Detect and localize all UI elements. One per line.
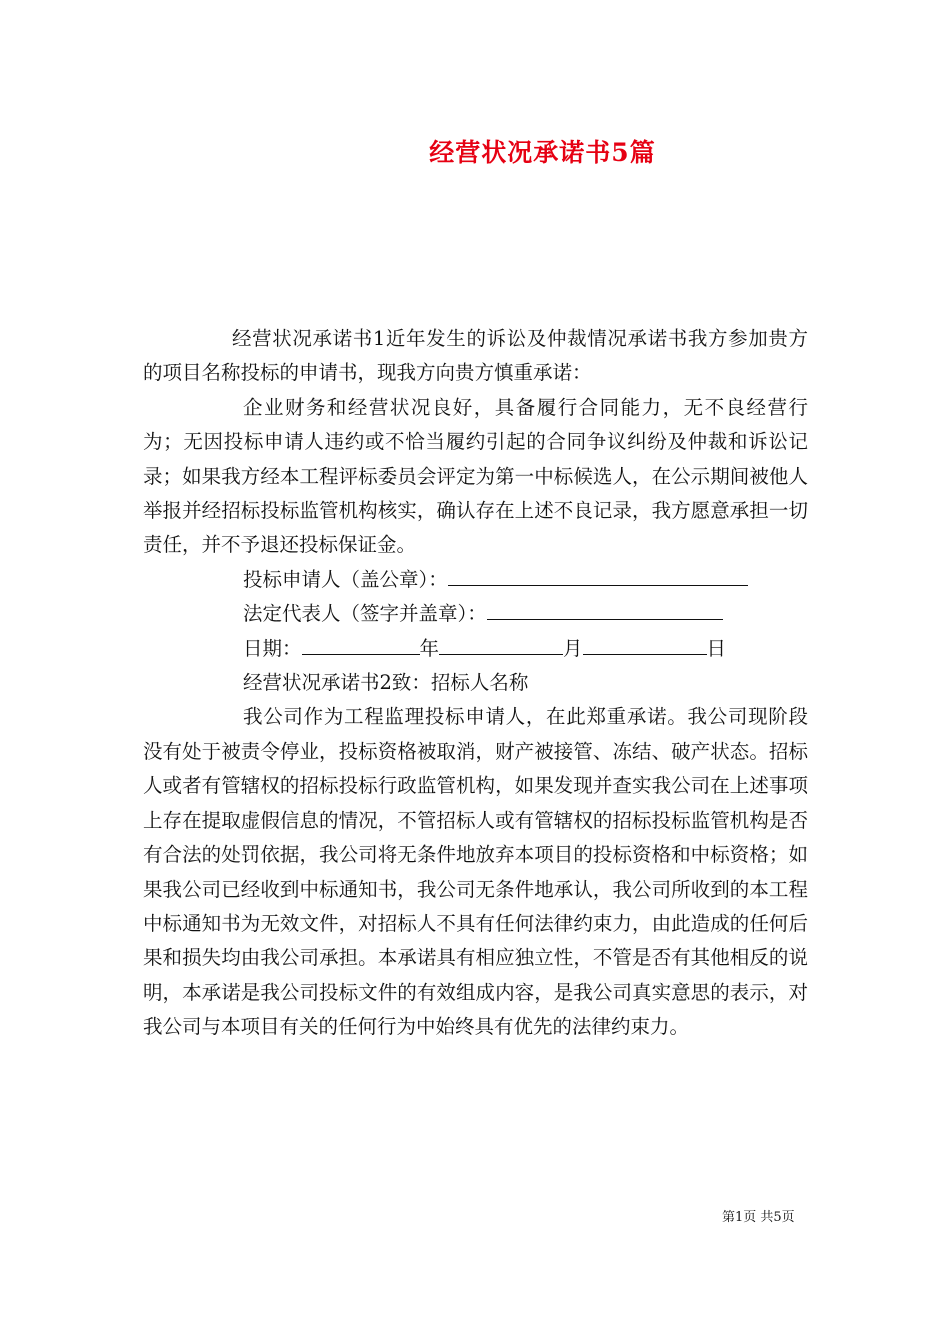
signer-label: 投标申请人（盖公章）： [243,567,448,591]
date-label: 日期： [243,636,302,660]
page-number: 第1页 共5页 [722,1210,795,1225]
paragraph-commitment: 企业财务和经营状况良好，具备履行合同能力，无不良经营行为；无因投标申请人违约或不恰当履约引起的合同争议纠纷及仲裁和诉讼记录；如果我方经本工程评标委员会评定为第一中标候选人，在公示期间被他人举报并经招标投标监管机构核实，确认存在上述不良记录，我方愿意承担一切责任，并不予退还投标保证金。 [143,395,808,557]
year-label: 年 [419,636,440,660]
document-body [143,322,808,1045]
paragraph-letter-2-heading: 经营状况承诺书2致：招标人名称 [243,671,529,695]
legal-rep-label: 法定代表人（签字并盖章）： [243,602,487,626]
month-label: 月 [563,636,583,660]
paragraph-intro: 经营状况承诺书1近年发生的诉讼及仲裁情况承诺书我方参加贵方的项目名称投标的申请书，现我方向贵方慎重承诺： [143,327,808,385]
legal-rep-blank [487,597,723,620]
legal-rep-line [143,597,808,631]
month-blank [439,632,563,655]
day-blank [583,632,707,655]
year-blank [302,632,420,655]
paragraph-letter-2-body: 我公司作为工程监理投标申请人，在此郑重承诺。我公司现阶段没有处于被责令停业，投标资格被取消，财产被接管、冻结、破产状态。招标人或者有管辖权的招标投标行政监管机构，如果发现并查实我公司在上述事项上存在提取虚假信息的情况，不管招标人或有管辖权的招标投标监管机构是否有合法的处罚依据，我公司将无条件地放弃本项目的投标资格和中标资格；如果我公司已经收到中标通知书，我公司无条件地承认，我公司所收到的本工程中标通知书为无效文件，对招标人不具有任何法律约束力，由此造成的任何后果和损失均由我公司承担。本承诺具有相应独立性，不管是否有其他相反的说明，本承诺是我公司投标文件的有效组成内容，是我公司真实意思的表示，对我公司与本项目有关的任何行为中始终具有优先的法律约束力。 [143,705,808,1039]
signer-line [143,563,808,597]
day-label: 日 [706,636,727,660]
date-line [143,632,808,666]
signer-blank [448,563,748,586]
page-title: 经营状况承诺书5篇 [429,138,656,167]
